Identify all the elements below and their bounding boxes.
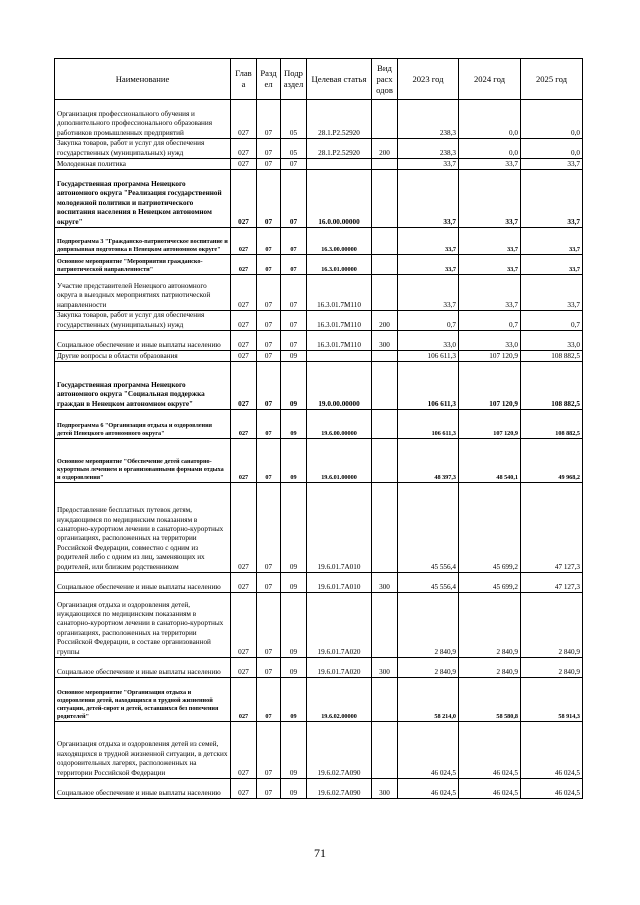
cell-2023: 33,7 <box>398 255 459 275</box>
cell-glava: 027 <box>231 228 257 255</box>
cell-2025: 108 882,5 <box>521 351 583 362</box>
table-row <box>55 100 583 139</box>
cell-2024: 48 540,1 <box>459 439 521 483</box>
cell-2024: 33,0 <box>459 331 521 351</box>
cell-2024: 2 840,9 <box>459 658 521 678</box>
cell-target: 16.0.00.00000 <box>307 170 372 228</box>
table-row <box>55 228 583 255</box>
cell-2023: 2 840,9 <box>398 658 459 678</box>
cell-name: Социальное обеспечение и иные выплаты населению <box>55 573 231 593</box>
cell-2023: 33,7 <box>398 275 459 311</box>
cell-name: Другие вопросы в области образования <box>55 351 231 362</box>
cell-name: Организация отдыха и оздоровления детей, нуждающихся по медицинским показаниям в санаторно-курортном лечении в санаторно-курортных организациях, расположенных на территории Российской Федерации, в составе организованной группы <box>55 593 231 658</box>
cell-2025: 0,0 <box>521 139 583 159</box>
cell-2023: 2 840,9 <box>398 593 459 658</box>
header-name: Наименование <box>55 59 231 100</box>
cell-podrazdel: 09 <box>281 722 307 779</box>
table-row <box>55 439 583 483</box>
cell-razdel: 07 <box>257 658 281 678</box>
cell-target <box>307 351 372 362</box>
cell-name: Предоставление бесплатных путевок детям, нуждающимся по медицинским показаниям в санаторно-курортном лечении в санаторно-курортных организациях, расположенных на территории Российской Федерации, совместно с одним из родителей либо с одним из лиц, заменяющих их родителей, или близким родственником <box>55 483 231 573</box>
table-row <box>55 275 583 311</box>
cell-name: Государственная программа Ненецкого автономного округа "Социальная поддержка граждан в Ненецком автономном округе" <box>55 362 231 410</box>
cell-glava: 027 <box>231 100 257 139</box>
cell-2024: 107 120,9 <box>459 351 521 362</box>
cell-2023: 106 611,3 <box>398 410 459 439</box>
cell-vid <box>372 275 398 311</box>
cell-razdel: 07 <box>257 410 281 439</box>
cell-2023: 58 214,0 <box>398 678 459 722</box>
cell-name: Государственная программа Ненецкого автономного округа "Реализация государственной молодежной политики и патриотического воспитания населения в Ненецком автономном округе" <box>55 170 231 228</box>
cell-2025: 2 840,9 <box>521 593 583 658</box>
cell-2023: 46 024,5 <box>398 722 459 779</box>
table-row <box>55 362 583 410</box>
table-row <box>55 159 583 170</box>
cell-vid <box>372 170 398 228</box>
cell-vid: 300 <box>372 658 398 678</box>
header-razdel: Разд ел <box>257 59 281 100</box>
cell-2024: 0,7 <box>459 311 521 331</box>
cell-target: 28.1.P2.52920 <box>307 100 372 139</box>
cell-name: Подпрограмма 3 "Гражданско-патриотическое воспитание и допризывная подготовка в Ненецком автономном округе" <box>55 228 231 255</box>
cell-2025: 46 024,5 <box>521 779 583 799</box>
cell-target: 19.6.02.00000 <box>307 678 372 722</box>
cell-target: 19.6.01.7А020 <box>307 593 372 658</box>
cell-2025: 33,7 <box>521 255 583 275</box>
cell-2025: 33,7 <box>521 275 583 311</box>
cell-razdel: 07 <box>257 439 281 483</box>
cell-glava: 027 <box>231 170 257 228</box>
cell-2025: 33,7 <box>521 170 583 228</box>
cell-target: 16.3.01.7М110 <box>307 331 372 351</box>
cell-2023: 0,7 <box>398 311 459 331</box>
cell-name: Закупка товаров, работ и услуг для обеспечения государственных (муниципальных) нужд <box>55 311 231 331</box>
cell-2023: 45 556,4 <box>398 573 459 593</box>
cell-2024: 46 024,5 <box>459 779 521 799</box>
cell-razdel: 07 <box>257 100 281 139</box>
cell-glava: 027 <box>231 351 257 362</box>
cell-2025: 2 840,9 <box>521 658 583 678</box>
cell-vid <box>372 362 398 410</box>
cell-razdel: 07 <box>257 311 281 331</box>
cell-2025: 46 024,5 <box>521 722 583 779</box>
cell-target: 19.6.01.00000 <box>307 439 372 483</box>
cell-target: 16.3.00.00000 <box>307 228 372 255</box>
cell-razdel: 07 <box>257 678 281 722</box>
cell-razdel: 07 <box>257 779 281 799</box>
cell-2024: 33,7 <box>459 170 521 228</box>
cell-glava: 027 <box>231 483 257 573</box>
cell-glava: 027 <box>231 779 257 799</box>
table-body <box>55 100 583 799</box>
cell-razdel: 07 <box>257 139 281 159</box>
cell-target: 28.1.P2.52920 <box>307 139 372 159</box>
cell-2023: 33,7 <box>398 228 459 255</box>
cell-2024: 2 840,9 <box>459 593 521 658</box>
cell-2023: 33,0 <box>398 331 459 351</box>
cell-2025: 47 127,3 <box>521 573 583 593</box>
cell-razdel: 07 <box>257 275 281 311</box>
cell-2023: 33,7 <box>398 159 459 170</box>
cell-2024: 0,0 <box>459 139 521 159</box>
cell-razdel: 07 <box>257 331 281 351</box>
header-2025: 2025 год <box>521 59 583 100</box>
cell-razdel: 07 <box>257 255 281 275</box>
cell-2025: 47 127,3 <box>521 483 583 573</box>
cell-glava: 027 <box>231 275 257 311</box>
cell-2024: 45 699,2 <box>459 483 521 573</box>
cell-razdel: 07 <box>257 722 281 779</box>
cell-name: Подпрограмма 6 "Организация отдыха и оздоровления детей Ненецкого автономного округа" <box>55 410 231 439</box>
cell-2024: 33,7 <box>459 275 521 311</box>
cell-2023: 238,3 <box>398 139 459 159</box>
cell-2025: 33,7 <box>521 159 583 170</box>
cell-razdel: 07 <box>257 159 281 170</box>
cell-2024: 58 580,8 <box>459 678 521 722</box>
cell-podrazdel: 09 <box>281 362 307 410</box>
cell-name: Социальное обеспечение и иные выплаты населению <box>55 331 231 351</box>
header-vid: Вид расх одов <box>372 59 398 100</box>
cell-podrazdel: 09 <box>281 678 307 722</box>
cell-podrazdel: 07 <box>281 159 307 170</box>
cell-glava: 027 <box>231 362 257 410</box>
cell-target: 19.6.00.00000 <box>307 410 372 439</box>
cell-podrazdel: 07 <box>281 331 307 351</box>
cell-2023: 45 556,4 <box>398 483 459 573</box>
cell-2025: 49 968,2 <box>521 439 583 483</box>
cell-razdel: 07 <box>257 351 281 362</box>
cell-target <box>307 159 372 170</box>
table-row <box>55 255 583 275</box>
cell-2024: 45 699,2 <box>459 573 521 593</box>
cell-razdel: 07 <box>257 228 281 255</box>
table-row <box>55 722 583 779</box>
cell-vid <box>372 100 398 139</box>
header-2024: 2024 год <box>459 59 521 100</box>
cell-razdel: 07 <box>257 593 281 658</box>
cell-podrazdel: 07 <box>281 170 307 228</box>
header-glava: Глав а <box>231 59 257 100</box>
cell-glava: 027 <box>231 439 257 483</box>
cell-name: Закупка товаров, работ и услуг для обеспечения государственных (муниципальных) нужд <box>55 139 231 159</box>
cell-vid <box>372 593 398 658</box>
cell-glava: 027 <box>231 159 257 170</box>
table-row <box>55 311 583 331</box>
cell-glava: 027 <box>231 331 257 351</box>
cell-podrazdel: 07 <box>281 228 307 255</box>
cell-vid <box>372 439 398 483</box>
cell-glava: 027 <box>231 311 257 331</box>
cell-vid: 300 <box>372 331 398 351</box>
cell-vid <box>372 351 398 362</box>
cell-2024: 107 120,9 <box>459 410 521 439</box>
table-row <box>55 678 583 722</box>
cell-vid <box>372 159 398 170</box>
cell-vid <box>372 410 398 439</box>
cell-vid: 300 <box>372 779 398 799</box>
cell-podrazdel: 05 <box>281 100 307 139</box>
page-number: 71 <box>314 846 326 860</box>
cell-podrazdel: 09 <box>281 410 307 439</box>
cell-vid: 200 <box>372 139 398 159</box>
cell-2025: 0,0 <box>521 100 583 139</box>
cell-2024: 33,7 <box>459 159 521 170</box>
table-row <box>55 573 583 593</box>
cell-2025: 33,7 <box>521 228 583 255</box>
table-row <box>55 658 583 678</box>
cell-target: 16.3.01.7М110 <box>307 311 372 331</box>
cell-2023: 106 611,3 <box>398 362 459 410</box>
cell-glava: 027 <box>231 255 257 275</box>
cell-target: 19.0.00.00000 <box>307 362 372 410</box>
cell-vid: 300 <box>372 573 398 593</box>
cell-target: 16.3.01.7М110 <box>307 275 372 311</box>
cell-razdel: 07 <box>257 483 281 573</box>
cell-2023: 33,7 <box>398 170 459 228</box>
table-row <box>55 410 583 439</box>
cell-name: Молодежная политика <box>55 159 231 170</box>
cell-target: 19.6.01.7А010 <box>307 483 372 573</box>
cell-vid <box>372 483 398 573</box>
cell-glava: 027 <box>231 139 257 159</box>
cell-vid: 200 <box>372 311 398 331</box>
cell-target: 19.6.02.7А090 <box>307 722 372 779</box>
budget-table <box>54 58 583 799</box>
cell-glava: 027 <box>231 410 257 439</box>
cell-glava: 027 <box>231 678 257 722</box>
table-row <box>55 483 583 573</box>
cell-2024: 46 024,5 <box>459 722 521 779</box>
cell-name: Основное мероприятие "Мероприятия гражданско-патриотической направленности" <box>55 255 231 275</box>
cell-podrazdel: 05 <box>281 139 307 159</box>
header-target: Целевая статья <box>307 59 372 100</box>
cell-glava: 027 <box>231 593 257 658</box>
cell-2025: 0,7 <box>521 311 583 331</box>
cell-podrazdel: 09 <box>281 483 307 573</box>
cell-2023: 48 397,3 <box>398 439 459 483</box>
cell-target: 19.6.01.7А010 <box>307 573 372 593</box>
cell-podrazdel: 09 <box>281 439 307 483</box>
cell-name: Основное мероприятие "Обеспечение детей санаторно-курортным лечением и организованными формами отдыха и оздоровления" <box>55 439 231 483</box>
cell-vid <box>372 722 398 779</box>
cell-podrazdel: 09 <box>281 573 307 593</box>
cell-name: Участие представителей Ненецкого автономного округа в выездных мероприятиях патриотической направленности <box>55 275 231 311</box>
table-row <box>55 331 583 351</box>
cell-name: Основное мероприятие "Организация отдыха и оздоровления детей, находящихся в трудной жизненной ситуации, детей-сирот и детей, оставшихся без попечения родителей" <box>55 678 231 722</box>
cell-podrazdel: 07 <box>281 311 307 331</box>
header-podrazdel: Подр аздел <box>281 59 307 100</box>
cell-2023: 46 024,5 <box>398 779 459 799</box>
table-row <box>55 139 583 159</box>
cell-2025: 58 914,3 <box>521 678 583 722</box>
table-header-row <box>55 59 583 100</box>
cell-vid <box>372 228 398 255</box>
cell-podrazdel: 07 <box>281 275 307 311</box>
cell-name: Социальное обеспечение и иные выплаты населению <box>55 779 231 799</box>
cell-name: Организация профессионального обучения и дополнительного профессионального образования работников промышленных предприятий <box>55 100 231 139</box>
cell-name: Социальное обеспечение и иные выплаты населению <box>55 658 231 678</box>
cell-glava: 027 <box>231 722 257 779</box>
cell-glava: 027 <box>231 573 257 593</box>
cell-target: 19.6.01.7А020 <box>307 658 372 678</box>
table-row <box>55 779 583 799</box>
cell-podrazdel: 09 <box>281 351 307 362</box>
cell-glava: 027 <box>231 658 257 678</box>
cell-2025: 108 882,5 <box>521 362 583 410</box>
cell-podrazdel: 09 <box>281 593 307 658</box>
cell-2024: 0,0 <box>459 100 521 139</box>
cell-vid <box>372 678 398 722</box>
cell-podrazdel: 09 <box>281 658 307 678</box>
header-2023: 2023 год <box>398 59 459 100</box>
cell-target: 16.3.01.00000 <box>307 255 372 275</box>
cell-2025: 33,0 <box>521 331 583 351</box>
cell-target: 19.6.02.7А090 <box>307 779 372 799</box>
cell-2024: 107 120,9 <box>459 362 521 410</box>
cell-2025: 108 882,5 <box>521 410 583 439</box>
cell-name: Организация отдыха и оздоровления детей из семей, находящихся в трудной жизненной ситуации, в детских оздоровительных лагерях, расположенных на территории Российской Федерации <box>55 722 231 779</box>
cell-2023: 106 611,3 <box>398 351 459 362</box>
cell-razdel: 07 <box>257 362 281 410</box>
table-row <box>55 170 583 228</box>
cell-razdel: 07 <box>257 170 281 228</box>
table-row <box>55 593 583 658</box>
cell-vid <box>372 255 398 275</box>
cell-podrazdel: 07 <box>281 255 307 275</box>
cell-podrazdel: 09 <box>281 779 307 799</box>
cell-razdel: 07 <box>257 573 281 593</box>
cell-2023: 238,3 <box>398 100 459 139</box>
cell-2024: 33,7 <box>459 255 521 275</box>
cell-2024: 33,7 <box>459 228 521 255</box>
table-row <box>55 351 583 362</box>
